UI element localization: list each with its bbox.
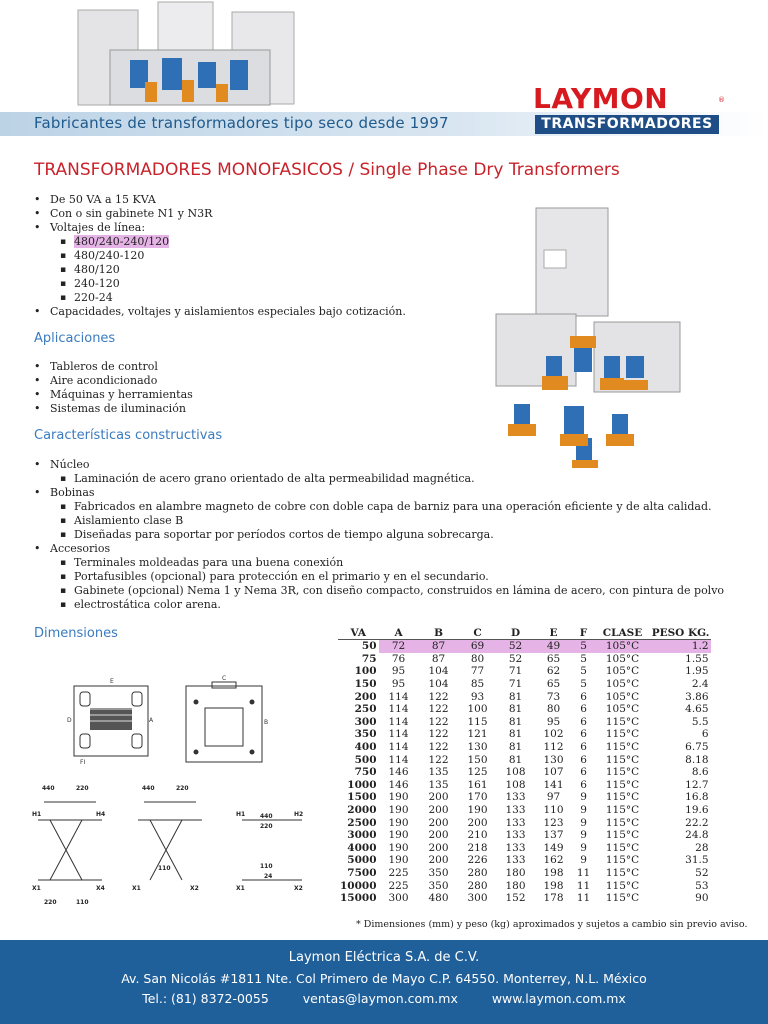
table-cell: 1000 (347, 778, 377, 791)
table-cell: 1500 (347, 791, 377, 804)
table-cell: 110 (543, 804, 564, 817)
table-cell: 190 (388, 841, 409, 854)
table-cell: 80 (546, 703, 561, 716)
table-cell: 52 (695, 866, 709, 879)
table-cell: 69 (459, 640, 497, 653)
dimensions-table (338, 626, 711, 904)
tagline: Fabricantes de transformadores tipo seco desde 1997 (34, 114, 449, 132)
table-row (338, 690, 711, 703)
list-item: • Sistemas de iluminación (34, 402, 434, 416)
table-cell: 225 (388, 866, 409, 879)
voltage-item: ▪ 480/240-120 (34, 249, 474, 263)
label-440: 440 (260, 813, 273, 820)
table-cell: 6 (580, 778, 587, 791)
table-cell: 6.75 (685, 741, 709, 754)
table-cell: 250 (354, 703, 377, 716)
table-row (338, 716, 711, 729)
voltage-item: ▪ 220-24 (34, 291, 474, 305)
table-cell: 133 (505, 829, 526, 842)
table-cell: 300 (388, 892, 409, 905)
table-cell: 121 (467, 728, 488, 741)
table-cell: 133 (505, 791, 526, 804)
table-cell: 200 (354, 690, 377, 703)
table-cell: 114 (388, 753, 409, 766)
table-cell: 5 (580, 678, 587, 691)
table-cell: 198 (543, 879, 564, 892)
table-row (338, 766, 711, 779)
sub-item: ▪ Terminales moldeadas para una buena conexión (34, 556, 734, 570)
table-cell: 400 (354, 741, 377, 754)
sub-item: ▪ Fabricados en alambre magneto de cobre con doble capa de barniz para una operación eficiente y de alta calidad. (34, 500, 734, 514)
list-item: • Máquinas y herramientas (34, 388, 434, 402)
table-header-row (338, 626, 711, 640)
label-110: 110 (158, 865, 171, 872)
label-440: 440 (42, 785, 55, 792)
table-cell: 137 (543, 829, 564, 842)
table-cell: 105°C (605, 678, 640, 691)
footer-phone: Tel.: (81) 8372-0055 (142, 991, 269, 1006)
table-cell: 190 (467, 804, 488, 817)
table-cell: 24.8 (685, 829, 709, 842)
table-cell: 65 (546, 678, 561, 691)
table-cell: 19.6 (685, 804, 709, 817)
table-row (338, 791, 711, 804)
table-cell: 150 (354, 678, 377, 691)
table-cell: 71 (508, 678, 523, 691)
table-cell: 161 (467, 778, 488, 791)
table-cell: 2000 (347, 804, 377, 817)
label-x4: X4 (96, 885, 105, 892)
table-cell: 4.65 (685, 703, 709, 716)
table-cell: 1.2 (651, 640, 711, 653)
table-cell: 73 (546, 690, 561, 703)
table-cell: 115°C (605, 753, 640, 766)
table-cell: 300 (354, 715, 377, 728)
table-cell: 300 (467, 892, 488, 905)
label-220: 220 (76, 785, 89, 792)
column-header: A (379, 626, 419, 640)
table-row (338, 779, 711, 792)
table-cell: 190 (388, 791, 409, 804)
sub-item: ▪ Laminación de acero grano orientado de alta permeabilidad magnética. (34, 472, 734, 486)
table-cell: 200 (428, 829, 449, 842)
table-cell: 122 (428, 703, 449, 716)
table-cell: 130 (543, 753, 564, 766)
table-cell: 7500 (347, 866, 377, 879)
table-cell: 115°C (605, 766, 640, 779)
table-cell: 146 (388, 766, 409, 779)
table-cell: 50 (338, 640, 379, 653)
list-item: • Bobinas (34, 486, 734, 500)
table-row (338, 867, 711, 880)
table-cell: 22.2 (685, 816, 709, 829)
table-cell: 150 (467, 753, 488, 766)
table-cell: 53 (695, 879, 709, 892)
table-row (338, 829, 711, 842)
table-cell: 480 (428, 892, 449, 905)
table-cell: 9 (580, 816, 587, 829)
table-cell: 95 (391, 678, 406, 691)
table-cell: 12.7 (685, 778, 709, 791)
table-cell: 114 (388, 728, 409, 741)
section-heading-dimensiones: Dimensiones (34, 626, 118, 641)
table-cell: 190 (388, 816, 409, 829)
table-cell: 115°C (605, 829, 640, 842)
table-cell: 115 (467, 715, 488, 728)
table-cell: 6 (580, 703, 587, 716)
label-440: 440 (142, 785, 155, 792)
continuation-text: electrostática color arena. (74, 598, 221, 611)
table-cell: 114 (388, 703, 409, 716)
column-header: VA (338, 626, 379, 640)
table-cell: 76 (391, 652, 406, 665)
table-cell: 4000 (347, 841, 377, 854)
label-h1: H1 (236, 811, 246, 818)
table-cell: 115°C (605, 778, 640, 791)
spec-item: • Con o sin gabinete N1 y N3R (34, 207, 474, 221)
column-header: F (573, 626, 595, 640)
table-cell: 115°C (605, 879, 640, 892)
table-cell: 115°C (605, 866, 640, 879)
table-cell: 95 (391, 665, 406, 678)
spec-item: • Voltajes de línea: (34, 221, 474, 235)
label-x2: X2 (190, 885, 199, 892)
table-cell: 280 (467, 879, 488, 892)
sub-item-continuation (34, 598, 734, 612)
table-cell: 200 (428, 816, 449, 829)
label-c: C (222, 675, 227, 682)
table-cell: 114 (388, 690, 409, 703)
voltage-highlighted: 480/240-240/120 (74, 235, 170, 248)
table-cell: 6 (580, 728, 587, 741)
table-cell: 152 (505, 892, 526, 905)
table-footnote: * Dimensiones (mm) y peso (kg) aproximados y sujetos a cambio sin previo aviso. (356, 919, 748, 930)
table-cell: 81 (508, 728, 523, 741)
table-cell: 62 (546, 665, 561, 678)
table-cell: 81 (508, 690, 523, 703)
table-cell: 280 (467, 866, 488, 879)
label-24: 24 (264, 873, 273, 880)
caracteristicas-list (34, 458, 734, 612)
table-cell: 15000 (340, 892, 377, 905)
specs-list (34, 193, 474, 319)
table-cell: 200 (428, 804, 449, 817)
table-cell: 5 (573, 640, 595, 653)
footer-address: Av. San Nicolás #1811 Nte. Col Primero de Mayo C.P. 64550. Monterrey, N.L. México (121, 971, 647, 986)
table-cell: 115°C (605, 854, 640, 867)
table-cell: 49 (535, 640, 573, 653)
label-b: B (264, 719, 269, 726)
table-cell: 105°C (605, 703, 640, 716)
table-cell: 81 (508, 715, 523, 728)
table-cell: 115°C (605, 804, 640, 817)
table-cell: 350 (354, 728, 377, 741)
table-cell: 77 (470, 665, 485, 678)
footer-web-link[interactable]: www.laymon.com.mx (491, 991, 626, 1006)
column-header: B (419, 626, 459, 640)
table-cell: 102 (543, 728, 564, 741)
table-cell: 6 (580, 766, 587, 779)
column-header: E (535, 626, 573, 640)
table-cell: 178 (543, 892, 564, 905)
column-header: D (497, 626, 535, 640)
label-110: 110 (76, 899, 89, 906)
table-cell: 146 (388, 778, 409, 791)
label-fi: FI (80, 759, 86, 766)
table-cell: 180 (505, 879, 526, 892)
table-cell: 135 (428, 778, 449, 791)
table-cell: 72 (379, 640, 419, 653)
table-row (338, 653, 711, 666)
table-cell: 87 (431, 652, 446, 665)
spec-item: • De 50 VA a 15 KVA (34, 193, 474, 207)
table-cell: 115°C (605, 816, 640, 829)
table-cell: 95 (546, 715, 561, 728)
table-cell: 108 (505, 778, 526, 791)
table-cell: 122 (428, 753, 449, 766)
table-cell: 16.8 (685, 791, 709, 804)
table-cell: 3000 (347, 829, 377, 842)
table-cell: 149 (543, 841, 564, 854)
table-cell: 115°C (605, 841, 640, 854)
table-cell: 11 (576, 892, 591, 905)
section-heading-caracteristicas: Características constructivas (34, 428, 223, 443)
table-cell: 190 (388, 854, 409, 867)
table-cell: 9 (580, 791, 587, 804)
footer-company: Laymon Eléctrica S.A. de C.V. (288, 950, 480, 965)
table-cell: 105°C (605, 690, 640, 703)
table-cell: 108 (505, 766, 526, 779)
table-cell: 8.18 (685, 753, 709, 766)
table-cell: 75 (361, 652, 377, 665)
label-x1: X1 (236, 885, 245, 892)
product-photo-banner (70, 0, 310, 110)
table-cell: 210 (467, 829, 488, 842)
table-cell: 114 (388, 741, 409, 754)
table-cell: 28 (695, 841, 709, 854)
table-cell: 81 (508, 753, 523, 766)
table-cell: 162 (543, 854, 564, 867)
list-item: • Aire acondicionado (34, 374, 434, 388)
table-cell: 9 (580, 841, 587, 854)
label-220: 220 (176, 785, 189, 792)
label-x2: X2 (294, 885, 303, 892)
table-cell: 104 (428, 665, 449, 678)
label-x1: X1 (32, 885, 41, 892)
table-cell: 114 (388, 715, 409, 728)
label-x1: X1 (132, 885, 141, 892)
footer-email-link[interactable]: ventas@laymon.com.mx (302, 991, 458, 1006)
label-110: 110 (260, 863, 273, 870)
table-cell: 122 (428, 741, 449, 754)
table-cell: 125 (467, 766, 488, 779)
table-cell: 5 (580, 665, 587, 678)
table-cell: 105°C (605, 665, 640, 678)
logo-registered-mark: ® (718, 96, 725, 104)
table-cell: 115°C (605, 715, 640, 728)
wiring-diagrams (30, 780, 310, 910)
table-cell: 200 (428, 854, 449, 867)
transformer-product-photo (494, 206, 684, 471)
table-cell: 104 (428, 678, 449, 691)
table-cell: 2500 (347, 816, 377, 829)
label-220: 220 (260, 823, 273, 830)
label-220: 220 (44, 899, 57, 906)
table-cell: 350 (428, 866, 449, 879)
table-cell: 122 (428, 690, 449, 703)
table-row (338, 703, 711, 716)
table-cell: 225 (388, 879, 409, 892)
table-cell: 9 (580, 854, 587, 867)
table-cell: 6 (701, 728, 709, 741)
table-cell: 115°C (605, 892, 640, 905)
table-cell: 170 (467, 791, 488, 804)
sub-item: ▪ Gabinete (opcional) Nema 1 y Nema 3R, con diseño compacto, construidos en lámina de acero, con pintura de polvo (34, 584, 734, 598)
list-item: • Tableros de control (34, 360, 434, 374)
section-heading-aplicaciones: Aplicaciones (34, 331, 116, 346)
dimension-drawing (30, 672, 300, 768)
table-cell: 3.86 (685, 690, 709, 703)
table-cell: 93 (470, 690, 485, 703)
table-row (338, 753, 711, 766)
table-row (338, 879, 711, 892)
label-h1: H1 (32, 811, 42, 818)
table-cell: 85 (470, 678, 485, 691)
table-cell: 31.5 (685, 854, 709, 867)
table-cell: 350 (428, 879, 449, 892)
table-row (338, 842, 711, 855)
voltage-item (34, 235, 474, 249)
logo-transformadores: TRANSFORMADORES (535, 115, 719, 134)
table-row (338, 816, 711, 829)
table-cell: 2.4 (691, 678, 709, 691)
table-cell: 6 (580, 715, 587, 728)
page-title: TRANSFORMADORES MONOFASICOS / Single Phase Dry Transformers (34, 160, 620, 180)
voltage-item: ▪ 480/120 (34, 263, 474, 277)
table-cell: 8.6 (691, 766, 709, 779)
table-row (338, 678, 711, 691)
label-h4: H4 (96, 811, 106, 818)
table-cell: 218 (467, 841, 488, 854)
table-cell: 135 (428, 766, 449, 779)
table-cell: 97 (546, 791, 561, 804)
table-row (338, 728, 711, 741)
table-cell: 81 (508, 741, 523, 754)
table-cell: 112 (543, 741, 564, 754)
table-cell: 190 (388, 804, 409, 817)
table-cell: 100 (354, 665, 377, 678)
aplicaciones-list (34, 360, 434, 416)
table-row (338, 804, 711, 817)
table-cell: 198 (543, 866, 564, 879)
table-cell: 200 (467, 816, 488, 829)
table-cell: 750 (354, 766, 377, 779)
dimensions-table-body (338, 640, 711, 905)
sub-item: ▪ Portafusibles (opcional) para protección en el primario y en el secundario. (34, 570, 734, 584)
table-cell: 133 (505, 804, 526, 817)
table-cell: 9 (580, 829, 587, 842)
label-d: D (67, 717, 72, 724)
sub-item: ▪ Aislamiento clase B (34, 514, 734, 528)
table-cell: 115°C (605, 791, 640, 804)
table-row (338, 892, 711, 905)
footer (0, 940, 768, 1024)
logo-laymon: LAYMON (533, 82, 669, 115)
table-cell: 100 (467, 703, 488, 716)
table-cell: 10000 (340, 879, 377, 892)
label-a: A (149, 717, 154, 724)
column-header: PESO KG. (651, 626, 710, 639)
table-cell: 5.5 (691, 715, 709, 728)
table-row (338, 665, 711, 678)
table-cell: 133 (505, 816, 526, 829)
spec-item: • Capacidades, voltajes y aislamientos especiales bajo cotización. (34, 305, 474, 319)
table-cell: 115°C (605, 728, 640, 741)
table-row (338, 741, 711, 754)
table-cell: 105°C (595, 640, 651, 653)
table-cell: 90 (695, 892, 709, 905)
table-cell: 65 (546, 652, 561, 665)
table-cell: 6 (580, 741, 587, 754)
table-cell: 133 (505, 854, 526, 867)
table-cell: 6 (580, 690, 587, 703)
column-header: CLASE (595, 626, 651, 640)
table-cell: 5000 (347, 854, 377, 867)
table-row (338, 640, 711, 653)
table-cell: 6 (580, 753, 587, 766)
table-cell: 122 (428, 715, 449, 728)
table-cell: 52 (497, 640, 535, 653)
table-cell: 130 (467, 741, 488, 754)
table-row (338, 854, 711, 867)
table-cell: 9 (580, 804, 587, 817)
table-cell: 105°C (605, 652, 640, 665)
table-cell: 141 (543, 778, 564, 791)
table-cell: 1.95 (685, 665, 709, 678)
table-cell: 81 (508, 703, 523, 716)
table-cell: 5 (580, 652, 587, 665)
table-cell: 226 (467, 854, 488, 867)
column-header: C (459, 626, 497, 640)
table-cell: 123 (543, 816, 564, 829)
label-e: E (110, 678, 114, 685)
table-cell: 71 (508, 665, 523, 678)
table-cell: 11 (576, 866, 591, 879)
table-cell: 107 (543, 766, 564, 779)
table-cell: 87 (419, 640, 459, 653)
table-cell: 1.55 (685, 652, 709, 665)
sub-item: ▪ Diseñadas para soportar por períodos cortos de tiempo alguna sobrecarga. (34, 528, 734, 542)
table-cell: 11 (576, 879, 591, 892)
footer-contact (0, 991, 768, 1006)
table-cell: 500 (354, 753, 377, 766)
label-h2: H2 (294, 811, 304, 818)
table-cell: 190 (388, 829, 409, 842)
list-item: • Núcleo (34, 458, 734, 472)
voltage-item: ▪ 240-120 (34, 277, 474, 291)
table-cell: 52 (508, 652, 523, 665)
table-cell: 122 (428, 728, 449, 741)
table-cell: 115°C (605, 741, 640, 754)
list-item: • Accesorios (34, 542, 734, 556)
table-cell: 80 (470, 652, 485, 665)
table-cell: 200 (428, 791, 449, 804)
table-cell: 180 (505, 866, 526, 879)
table-cell: 200 (428, 841, 449, 854)
table-cell: 133 (505, 841, 526, 854)
